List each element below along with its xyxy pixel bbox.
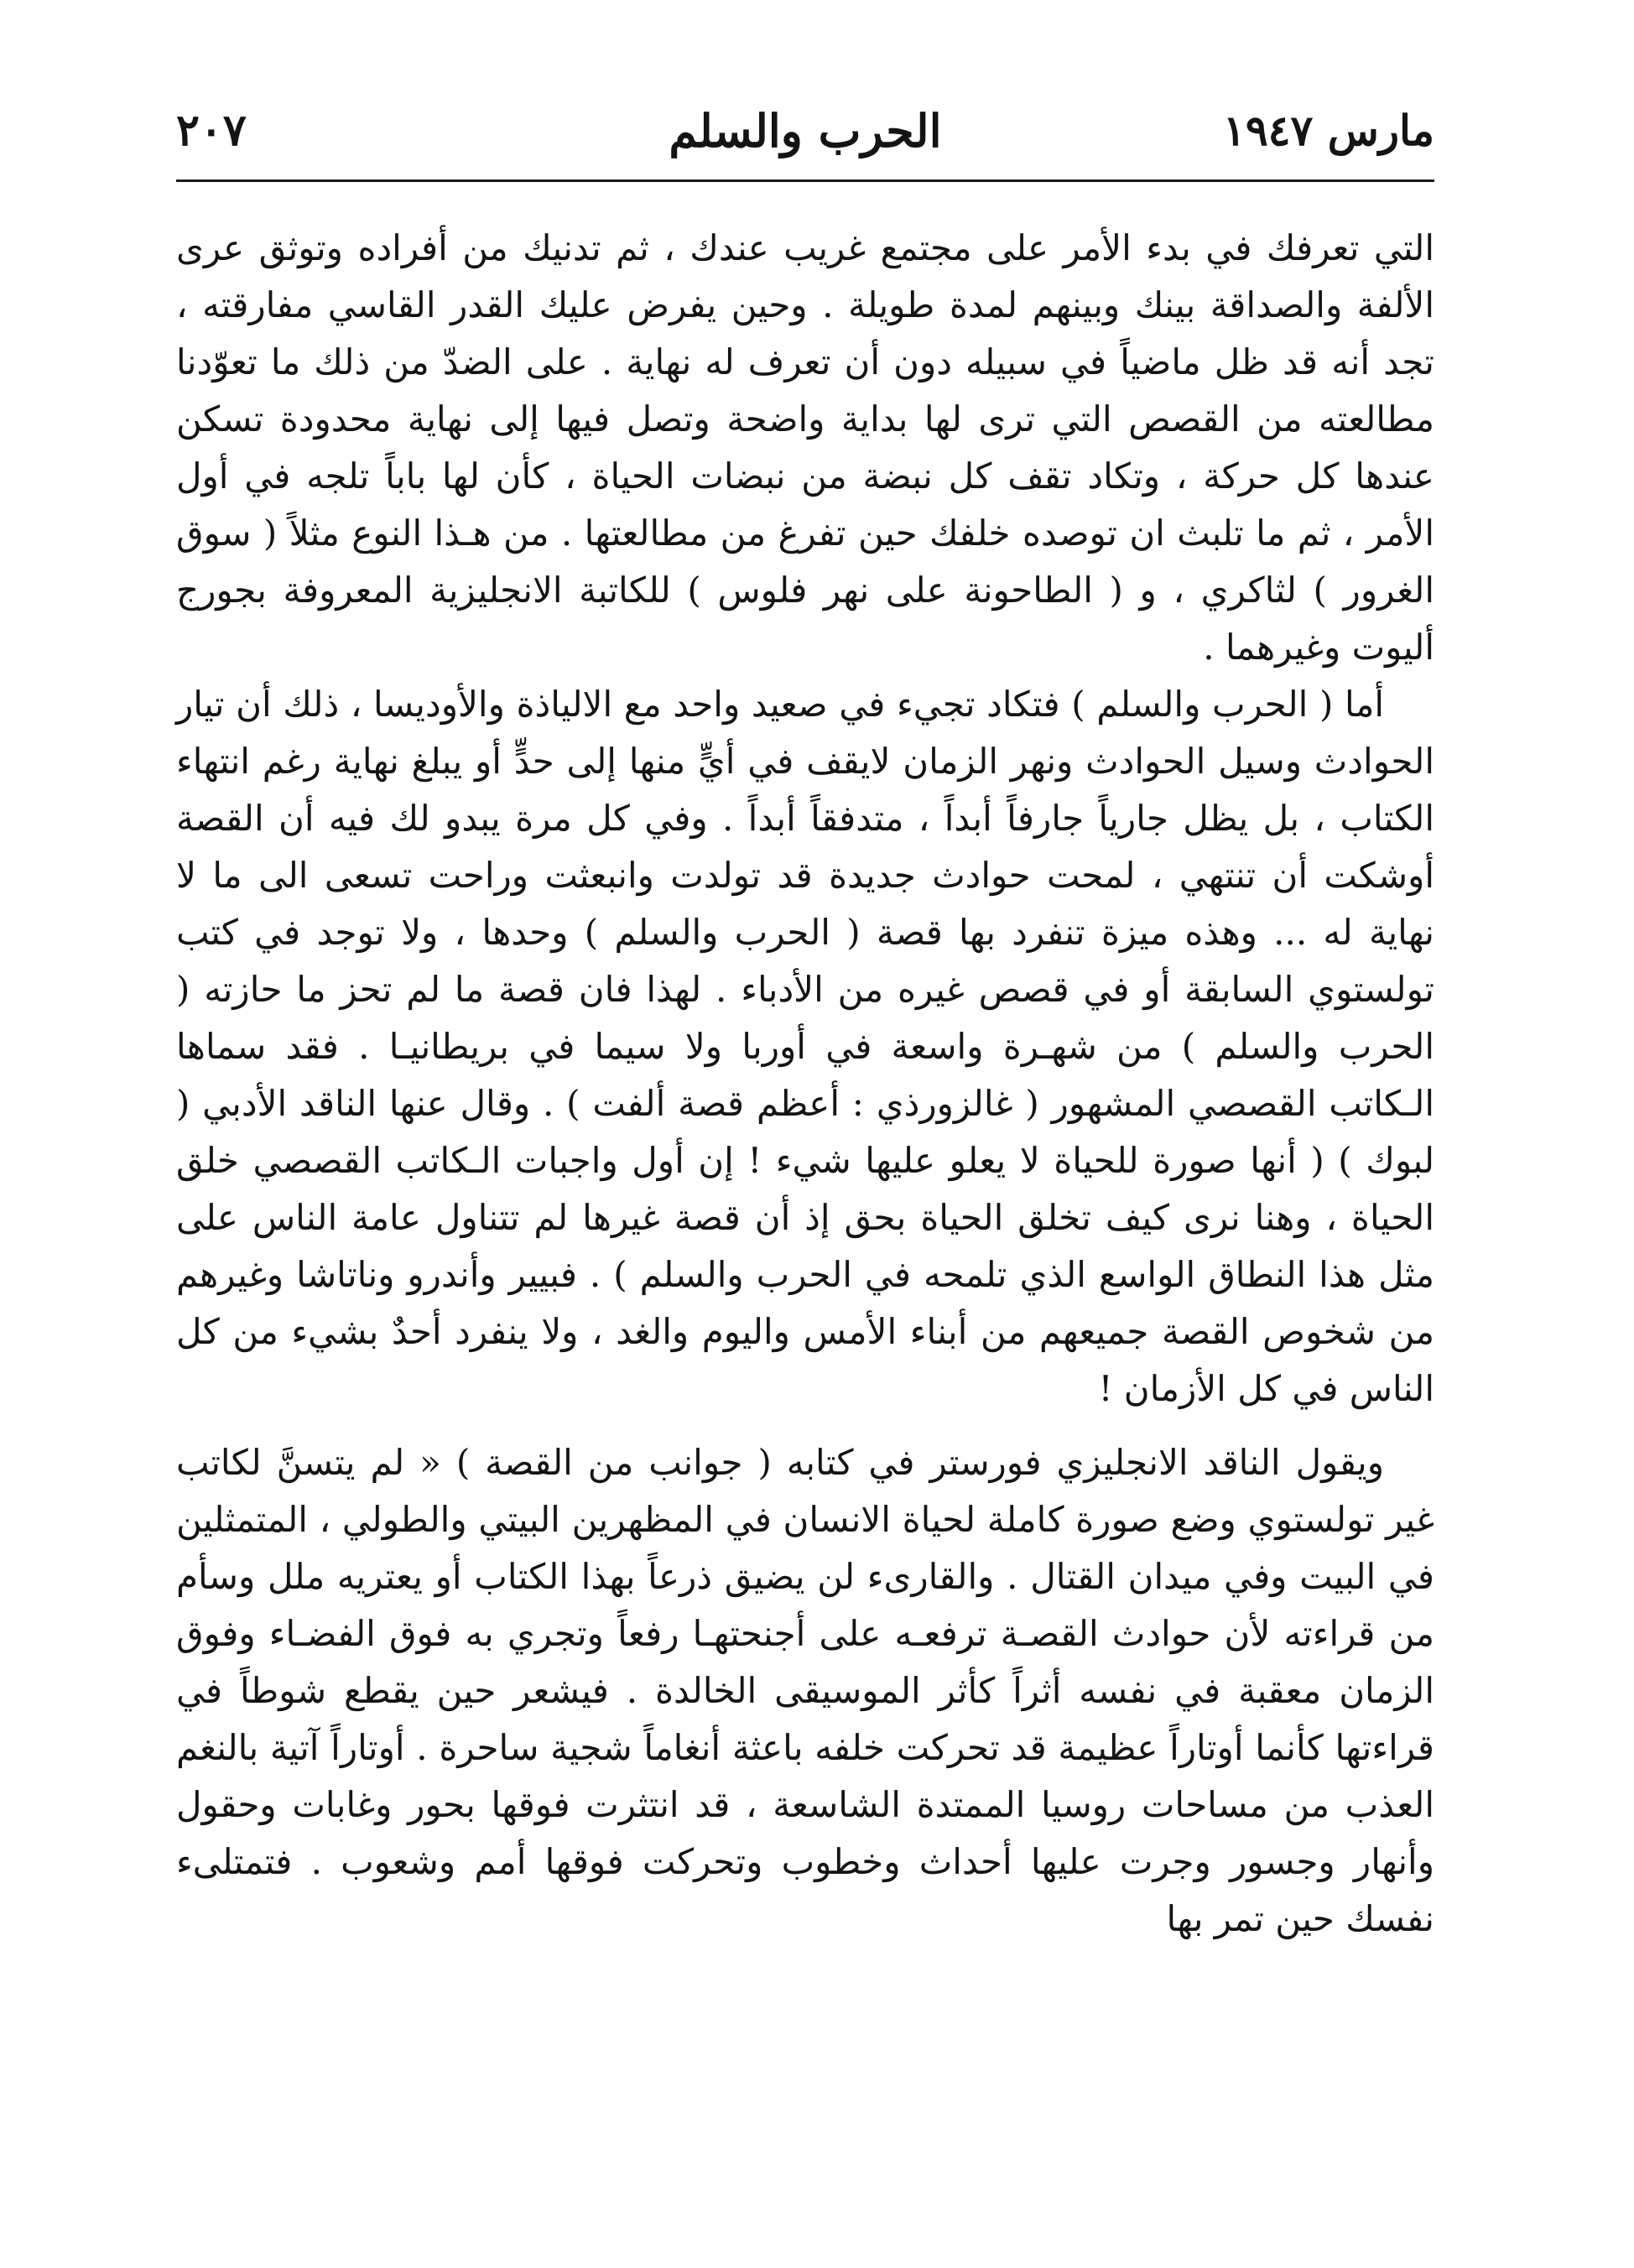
running-header	[176, 91, 1434, 171]
paragraph-1: التي تعرفك في بدء الأمر على مجتمع غريب عندك ، ثم تدنيك من أفراده وتوثق عرى الألفة والصداقة بينك وبينهم لمدة طويلة . وحين يفرض عليك القدر القاسي مفارقته ، تجد أنه قد ظل ماضياً في سبيله دون أن تعرف له نهاية . على الضدّ من ذلك ما تعوّدنا مطالعته من القصص التي ترى لها بداية واضحة وتصل فيها إلى نهاية محدودة تسكن عندها كل حركة ، وتكاد تقف كل نبضة من نبضات الحياة ، كأن لها باباً تلجه في أول الأمر ، ثم ما تلبث ان توصده خلفك حين تفرغ من مطالعتها . من هـذا النوع مثلاً ( سوق الغرور ) لثاكري ، و ( الطاحونة على نهر فلوس ) للكاتبة الانجليزية المعروفة بجورج أليوت وغيرهما .	[176, 227, 1434, 668]
header-rule	[176, 179, 1434, 182]
paragraph-3: ويقول الناقد الانجليزي فورستر في كتابه ( جوانب من القصة ) « لم يتسنَّ لكاتب غير تولستوي وضع صورة كاملة لحياة الانسان في المظهرين البيتي والطولي ، المتمثلين في البيت وفي ميدان القتال . والقارىء لن يضيق ذرعاً بهذا الكتاب أو يعتريه ملل وسأم من قراءته لأن حوادث القصـة ترفعـه على أجنحتهـا رفعاً وتجري به فوق الفضـاء وفوق الزمان معقبة في نفسه أثراً كأثر الموسيقى الخالدة . فيشعر حين يقطع شوطاً في قراءتها كأنما أوتاراً عظيمة قد تحركت خلفه باعثة أنغاماً شجية ساحرة . أوتاراً آتية بالنغم العذب من مساحات روسيا الممتدة الشاسعة ، قد انتثرت فوقها بحور وغابات وحقول وأنهار وجسور وجرت عليها أحداث وخطوب وتحركت فوقها أمم وشعوب . فتمتلىء نفسك حين تمر بها	[176, 1442, 1434, 1939]
running-title: الحرب والسلم	[669, 104, 942, 158]
paragraph-2: أما ( الحرب والسلم ) فتكاد تجيء في صعيد واحد مع الالياذة والأوديسا ، ذلك أن تيار الحوادث وسيل الحوادث ونهر الزمان لايقف في أيٍّ منها إلى حدٍّ أو يبلغ نهاية رغم انتهاء الكتاب ، بل يظل جارياً جارفاً أبداً ، متدفقاً أبداً . وفي كل مرة يبدو لك فيه أن القصة أوشكت أن تنتهي ، لمحت حوادث جديدة قد تولدت وانبعثت وراحت تسعى الى ما لا نهاية له ... وهذه ميزة تنفرد بها قصة ( الحرب والسلم ) وحدها ، ولا توجد في كتب تولستوي السابقة أو في قصص غيره من الأدباء . لهذا فان قصة ما لم تحز ما حازته ( الحرب والسلم ) من شهـرة واسعة في أوربا ولا سيما في بريطانيـا . فقد سماها الـكاتب القصصي المشهور ( غالزورذي : أعظم قصة ألفت ) . وقال عنها الناقد الأدبي ( لبوك ) ( أنها صورة للحياة لا يعلو عليها شيء ! إن أول واجبات الـكاتب القصصي خلق الحياة ، وهنا نرى كيف تخلق الحياة بحق إذ أن قصة غيرها لم تتناول عامة الناس على مثل هذا النطاق الواسع الذي تلمحه في الحرب والسلم ) . فبيير وأندرو وناتاشا وغيرهم من شخوص القصة جميعهم من أبناء الأمس واليوم والغد ، ولا ينفرد أحدٌ بشيء من كل الناس في كل الأزمان !	[176, 684, 1435, 1409]
issue-date: مارس ١٩٤٧	[1222, 106, 1434, 155]
article-body	[176, 220, 1434, 1948]
page-number: ٢٠٧	[176, 105, 247, 156]
